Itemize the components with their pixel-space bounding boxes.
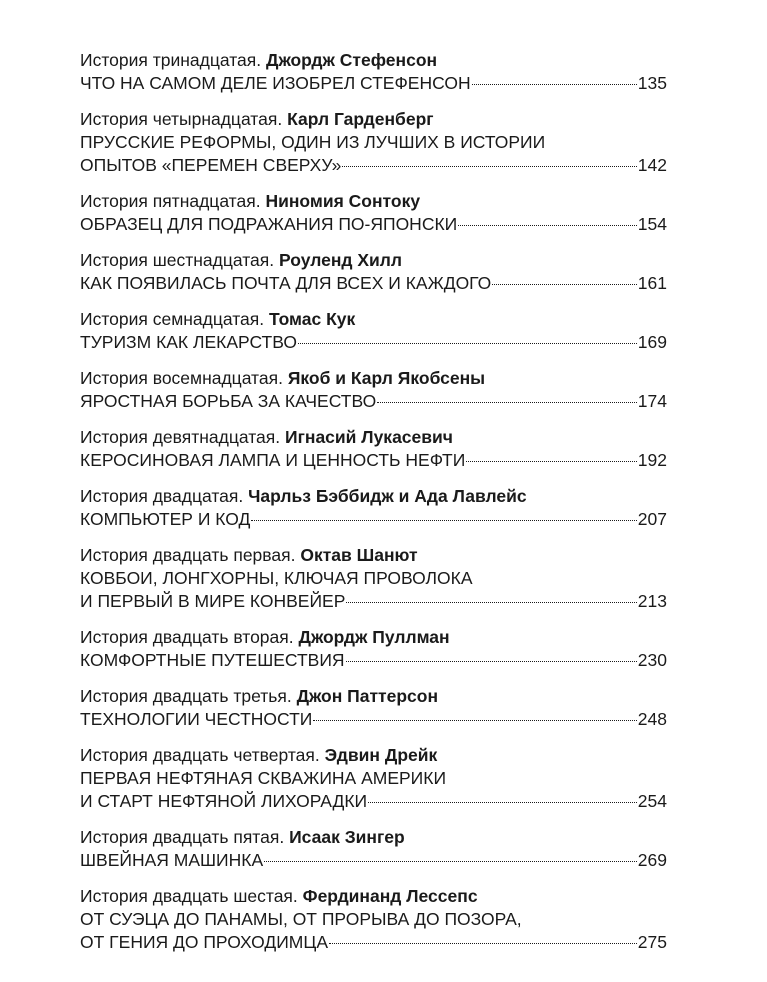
page-number: 154 bbox=[637, 214, 667, 234]
dot-leader bbox=[377, 402, 637, 403]
chapter-title-line: КАК ПОЯВИЛАСЬ ПОЧТА ДЛЯ ВСЕХ И КАЖДОГО bbox=[80, 273, 492, 293]
toc-entry[interactable] bbox=[80, 190, 667, 236]
story-number-label: История тринадцатая. bbox=[80, 50, 262, 70]
toc-entry-heading bbox=[80, 367, 667, 390]
person-name: Эдвин Дрейк bbox=[324, 745, 438, 765]
toc-entry-heading bbox=[80, 544, 667, 567]
dot-leader bbox=[264, 861, 637, 862]
chapter-title-line: ОБРАЗЕЦ ДЛЯ ПОДРАЖАНИЯ ПО-ЯПОНСКИ bbox=[80, 214, 458, 234]
person-name: Фердинанд Лессепс bbox=[302, 886, 478, 906]
entry-divider-space bbox=[80, 95, 667, 108]
toc-entry-heading bbox=[80, 249, 667, 272]
entry-divider-space bbox=[80, 295, 667, 308]
page-number: 207 bbox=[637, 509, 667, 529]
dot-leader bbox=[329, 943, 637, 944]
toc-entry-heading bbox=[80, 108, 667, 131]
page-number: 275 bbox=[637, 932, 667, 952]
toc-entry-heading bbox=[80, 826, 667, 849]
story-number-label: История двадцать пятая. bbox=[80, 827, 285, 847]
chapter-title-last-line bbox=[80, 590, 667, 613]
story-number-label: История восемнадцатая. bbox=[80, 368, 283, 388]
dot-leader bbox=[492, 284, 637, 285]
chapter-title-line: ПРУССКИЕ РЕФОРМЫ, ОДИН ИЗ ЛУЧШИХ В ИСТОРИИ bbox=[80, 132, 546, 152]
chapter-title-line: ЧТО НА САМОМ ДЕЛЕ ИЗОБРЕЛ СТЕФЕНСОН bbox=[80, 73, 471, 93]
toc-entry[interactable] bbox=[80, 108, 667, 177]
chapter-title-last-line bbox=[80, 708, 667, 731]
toc-entry[interactable] bbox=[80, 685, 667, 731]
entry-divider-space bbox=[80, 177, 667, 190]
story-number-label: История двадцать шестая. bbox=[80, 886, 298, 906]
chapter-title-last-line bbox=[80, 331, 667, 354]
chapter-title-line: И СТАРТ НЕФТЯНОЙ ЛИХОРАДКИ bbox=[80, 791, 368, 811]
chapter-title-line: ОТ ГЕНИЯ ДО ПРОХОДИМЦА bbox=[80, 932, 328, 952]
person-name: Ниномия Сонтоку bbox=[265, 191, 421, 211]
toc-entry[interactable] bbox=[80, 626, 667, 672]
person-name: Игнасий Лукасевич bbox=[285, 427, 453, 447]
chapter-title-last-line bbox=[80, 649, 667, 672]
story-number-label: История двадцать третья. bbox=[80, 686, 292, 706]
toc-entry-heading bbox=[80, 49, 667, 72]
toc-entry-heading bbox=[80, 190, 667, 213]
story-number-label: История двадцать четвертая. bbox=[80, 745, 320, 765]
dot-leader bbox=[342, 166, 636, 167]
entry-divider-space bbox=[80, 236, 667, 249]
dot-leader bbox=[251, 520, 636, 521]
toc-entry-heading bbox=[80, 744, 667, 767]
page-number: 161 bbox=[637, 273, 667, 293]
story-number-label: История семнадцатая. bbox=[80, 309, 265, 329]
chapter-title-line: ТУРИЗМ КАК ЛЕКАРСТВО bbox=[80, 332, 297, 352]
dot-leader bbox=[346, 661, 637, 662]
person-name: Карл Гарденберг bbox=[287, 109, 434, 129]
page-number: 142 bbox=[637, 155, 667, 175]
entry-divider-space bbox=[80, 672, 667, 685]
chapter-title-last-line bbox=[80, 72, 667, 95]
dot-leader bbox=[466, 461, 637, 462]
chapter-title-last-line bbox=[80, 213, 667, 236]
toc-entry[interactable] bbox=[80, 49, 667, 95]
chapter-title-last-line bbox=[80, 449, 667, 472]
story-number-label: История двадцать вторая. bbox=[80, 627, 294, 647]
entry-divider-space bbox=[80, 413, 667, 426]
page-number: 230 bbox=[637, 650, 667, 670]
dot-leader bbox=[472, 84, 637, 85]
toc-entry-heading bbox=[80, 685, 667, 708]
toc-entry[interactable] bbox=[80, 367, 667, 413]
story-number-label: История двадцатая. bbox=[80, 486, 244, 506]
chapter-title-line: КОМФОРТНЫЕ ПУТЕШЕСТВИЯ bbox=[80, 650, 345, 670]
person-name: Джордж Стефенсон bbox=[266, 50, 438, 70]
chapter-title-last-line bbox=[80, 272, 667, 295]
chapter-title-line: КОМПЬЮТЕР И КОД bbox=[80, 509, 251, 529]
chapter-title-line: И ПЕРВЫЙ В МИРЕ КОНВЕЙЕР bbox=[80, 591, 346, 611]
person-name: Томас Кук bbox=[268, 309, 356, 329]
page-number: 135 bbox=[637, 73, 667, 93]
chapter-title-line: ПЕРВАЯ НЕФТЯНАЯ СКВАЖИНА АМЕРИКИ bbox=[80, 768, 447, 788]
page-number: 248 bbox=[637, 709, 667, 729]
person-name: Роуленд Хилл bbox=[279, 250, 403, 270]
page-number: 169 bbox=[637, 332, 667, 352]
toc-entry[interactable] bbox=[80, 249, 667, 295]
chapter-title-line: ЯРОСТНАЯ БОРЬБА ЗА КАЧЕСТВО bbox=[80, 391, 377, 411]
person-name: Якоб и Карл Якобсены bbox=[287, 368, 486, 388]
person-name: Чарльз Бэббидж и Ада Лавлейс bbox=[248, 486, 527, 506]
toc-entry[interactable] bbox=[80, 426, 667, 472]
table-of-contents bbox=[80, 49, 667, 954]
story-number-label: История двадцать первая. bbox=[80, 545, 296, 565]
chapter-title-line: ТЕХНОЛОГИИ ЧЕСТНОСТИ bbox=[80, 709, 313, 729]
toc-entry-heading bbox=[80, 485, 667, 508]
dot-leader bbox=[346, 602, 636, 603]
page-number: 254 bbox=[637, 791, 667, 811]
toc-entry-heading bbox=[80, 885, 667, 908]
dot-leader bbox=[368, 802, 637, 803]
story-number-label: История шестнадцатая. bbox=[80, 250, 275, 270]
chapter-title-last-line bbox=[80, 154, 667, 177]
page-number: 213 bbox=[637, 591, 667, 611]
chapter-title-line: КЕРОСИНОВАЯ ЛАМПА И ЦЕННОСТЬ НЕФТИ bbox=[80, 450, 466, 470]
toc-entry[interactable] bbox=[80, 885, 667, 954]
toc-entry-heading bbox=[80, 626, 667, 649]
chapter-title-last-line bbox=[80, 508, 667, 531]
entry-divider-space bbox=[80, 354, 667, 367]
person-name: Джордж Пуллман bbox=[298, 627, 450, 647]
page-number: 174 bbox=[637, 391, 667, 411]
person-name: Исаак Зингер bbox=[289, 827, 405, 847]
chapter-title-line: КОВБОИ, ЛОНГХОРНЫ, КЛЮЧАЯ ПРОВОЛОКА bbox=[80, 568, 473, 588]
toc-entry[interactable] bbox=[80, 485, 667, 531]
toc-entry-heading bbox=[80, 308, 667, 331]
chapter-title-last-line bbox=[80, 790, 667, 813]
chapter-title-last-line bbox=[80, 390, 667, 413]
chapter-title-last-line bbox=[80, 931, 667, 954]
toc-entry[interactable] bbox=[80, 744, 667, 813]
toc-entry-heading bbox=[80, 426, 667, 449]
story-number-label: История пятнадцатая. bbox=[80, 191, 261, 211]
person-name: Октав Шанют bbox=[300, 545, 418, 565]
chapter-title-line: ШВЕЙНАЯ МАШИНКА bbox=[80, 850, 264, 870]
dot-leader bbox=[298, 343, 637, 344]
chapter-title-line: ОТ СУЭЦА ДО ПАНАМЫ, ОТ ПРОРЫВА ДО ПОЗОРА, bbox=[80, 909, 522, 929]
page-number: 192 bbox=[637, 450, 667, 470]
dot-leader bbox=[458, 225, 637, 226]
story-number-label: История девятнадцатая. bbox=[80, 427, 281, 447]
person-name: Джон Паттерсон bbox=[296, 686, 439, 706]
entry-divider-space bbox=[80, 813, 667, 826]
story-number-label: История четырнадцатая. bbox=[80, 109, 283, 129]
entry-divider-space bbox=[80, 472, 667, 485]
chapter-title-last-line bbox=[80, 849, 667, 872]
dot-leader bbox=[313, 720, 636, 721]
toc-entry[interactable] bbox=[80, 826, 667, 872]
entry-divider-space bbox=[80, 731, 667, 744]
entry-divider-space bbox=[80, 613, 667, 626]
entry-divider-space bbox=[80, 531, 667, 544]
entry-divider-space bbox=[80, 872, 667, 885]
chapter-title-line: ОПЫТОВ «ПЕРЕМЕН СВЕРХУ» bbox=[80, 155, 342, 175]
toc-entry[interactable] bbox=[80, 308, 667, 354]
toc-entry[interactable] bbox=[80, 544, 667, 613]
page-number: 269 bbox=[637, 850, 667, 870]
